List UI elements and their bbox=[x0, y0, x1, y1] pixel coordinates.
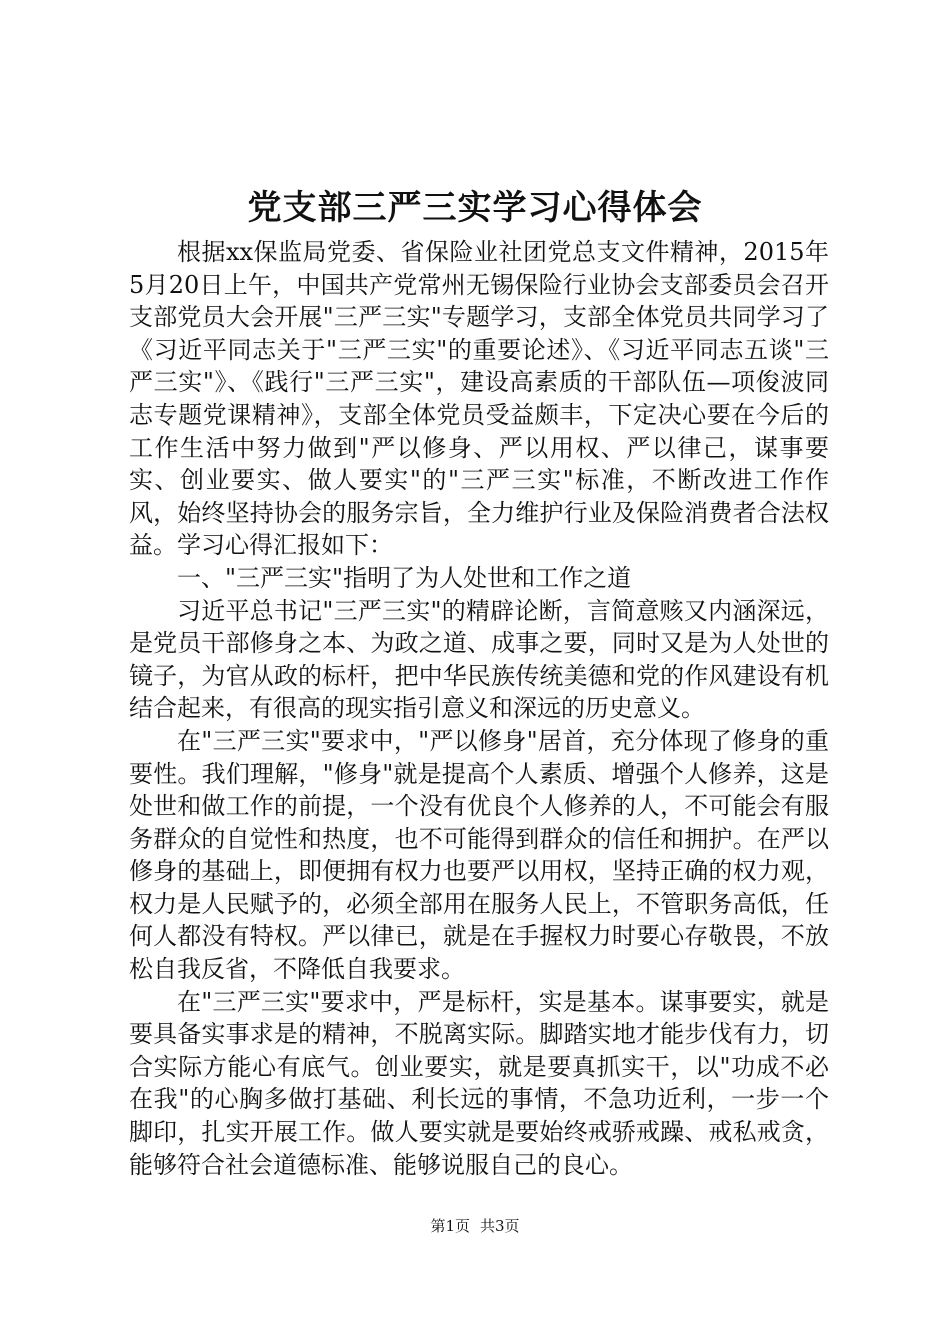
paragraph-4: 在"三严三实"要求中，严是标杆，实是基本。谋事要实，就是要具备实事求是的精神，不脱离实际。脚踏实地才能步伐有力，切合实际方能心有底气。创业要实，就是要真抓实干，以"功成不必在我"的心胸多做打基础、利长远的事情，不急功近利，一步一个脚印，扎实开展工作。做人要实就是要始终戒骄戒躁、戒私戒贪，能够符合社会道德标准、能够说服自己的良心。 bbox=[129, 987, 829, 1179]
document-title: 党支部三严三实学习心得体会 bbox=[247, 188, 703, 228]
page-footer bbox=[0, 1216, 950, 1236]
page-number-current: 第1页 bbox=[430, 1217, 470, 1235]
section-heading-1: 一、"三严三实"指明了为人处世和工作之道 bbox=[177, 563, 632, 592]
paragraph-2: 习近平总书记"三严三实"的精辟论断，言简意赅又内涵深远，是党员干部修身之本、为政之道、成事之要，同时又是为人处世的镜子，为官从政的标杆，把中华民族传统美德和党的作风建设有机结合起来，有很高的现实指引意义和深远的历史意义。 bbox=[129, 596, 829, 723]
document-body bbox=[129, 236, 829, 1181]
paragraph-intro: 根据xx保监局党委、省保险业社团党总支文件精神，2015年5月20日上午，中国共产党常州无锡保险行业协会支部委员会召开支部党员大会开展"三严三实"专题学习，支部全体党员共同学习了《习近平同志关于"三严三实"的重要论述》、《习近平同志五谈"三严三实"》、《践行"三严三实"，建设高素质的干部队伍—项俊波同志专题党课精神》，支部全体党员受益颇丰，下定决心要在今后的工作生活中努力做到"严以修身、严以用权、严以律己，谋事要实、创业要实、做人要实"的"三严三实"标准，不断改进工作作风，始终坚持协会的服务宗旨，全力维护行业及保险消费者合法权益。学习心得汇报如下： bbox=[129, 238, 829, 560]
page-number-total: 共3页 bbox=[480, 1217, 520, 1235]
paragraph-3: 在"三严三实"要求中，"严以修身"居首，充分体现了修身的重要性。我们理解，"修身"就是提高个人素质、增强个人修养，这是处世和做工作的前提，一个没有优良个人修养的人，不可能会有服务群众的自觉性和热度，也不可能得到群众的信任和拥护。在严以修身的基础上，即便拥有权力也要严以用权，坚持正确的权力观，权力是人民赋予的，必须全部用在服务人民上，不管职务高低，任何人都没有特权。严以律已，就是在手握权力时要心存敬畏，不放松自我反省，不降低自我要求。 bbox=[129, 726, 829, 984]
